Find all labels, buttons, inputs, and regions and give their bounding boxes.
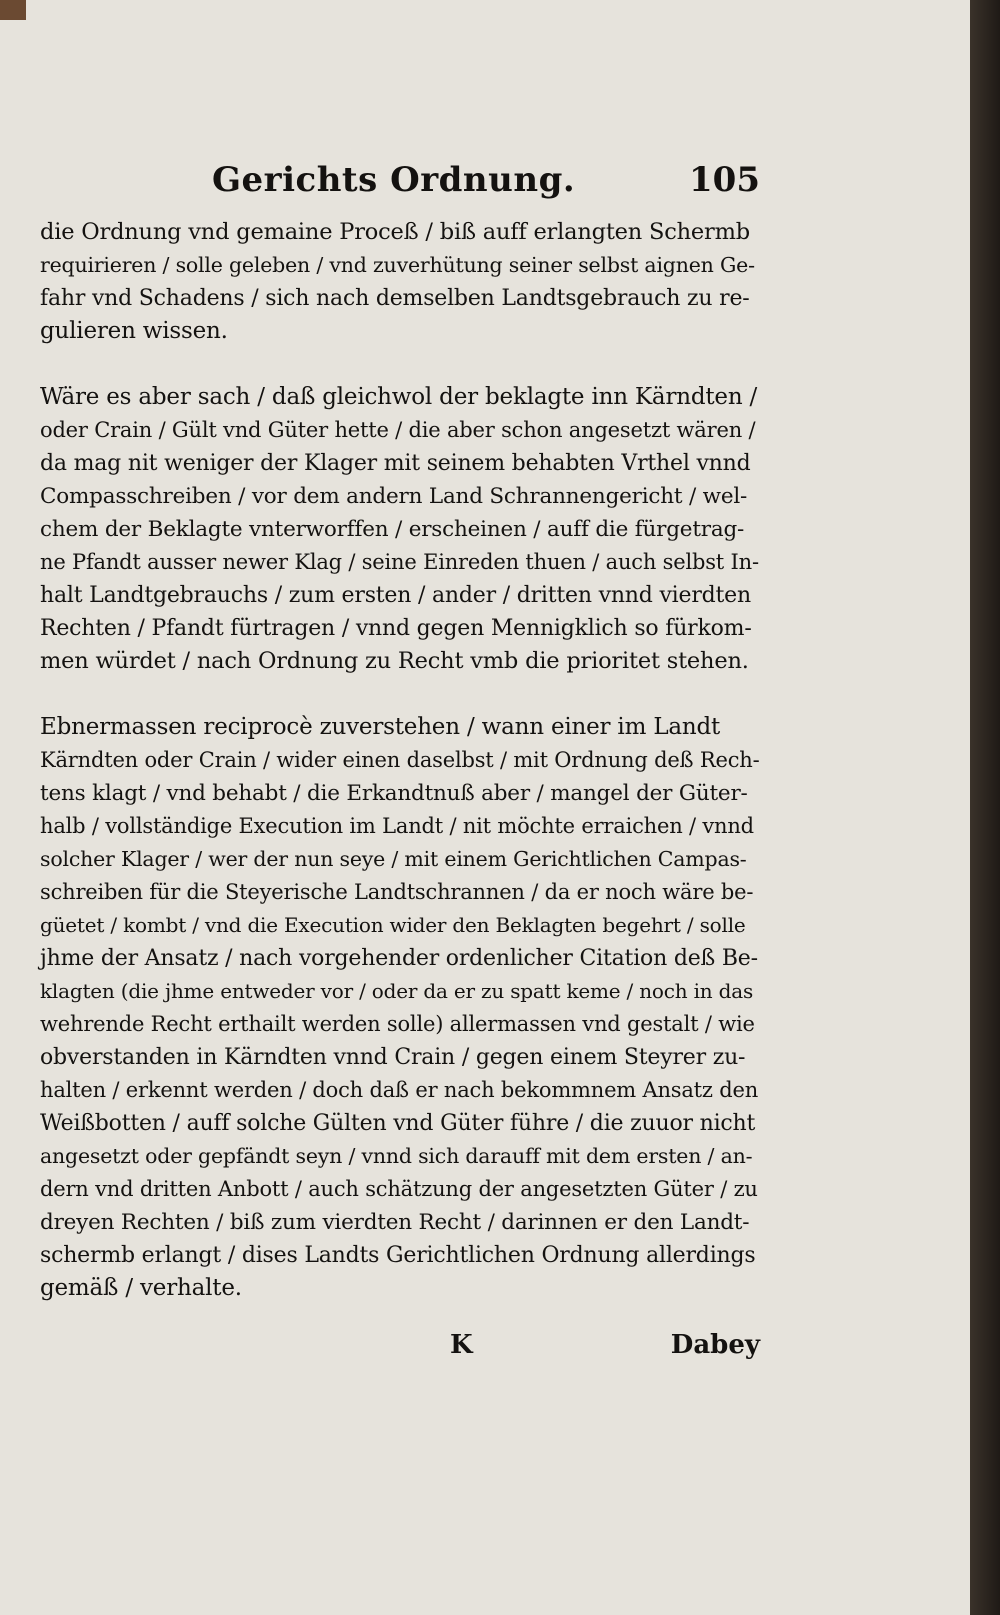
text-line: halten / erkennt werden / doch daß er nach bekommnem Ansatz den bbox=[40, 1078, 759, 1102]
text-line: Weißbotten / auff solche Gülten vnd Güter führe / die zuuor nicht bbox=[40, 1111, 756, 1136]
paragraph-3 bbox=[40, 711, 760, 1305]
text-line: halt Landtgebrauchs / zum ersten / ander / dritten vnnd vierdten bbox=[40, 583, 751, 608]
text-line: schreiben für die Steyerische Landtschrannen / da er noch wäre be- bbox=[40, 880, 754, 904]
catchword: Dabey bbox=[670, 1330, 760, 1360]
text-line: schermb erlangt / dises Landts Gerichtlichen Ordnung allerdings bbox=[40, 1243, 756, 1268]
running-title: Gerichts Ordnung. bbox=[212, 160, 576, 200]
text-line: die Ordnung vnd gemaine Proceß / biß auff erlangten Schermb bbox=[40, 219, 750, 245]
text-line: obverstanden in Kärndten vnnd Crain / gegen einem Steyrer zu- bbox=[40, 1045, 746, 1070]
text-line: oder Crain / Gült vnd Güter hette / die aber schon angesetzt wären / bbox=[40, 418, 756, 442]
page-corner-mark bbox=[0, 0, 26, 20]
text-line: solcher Klager / wer der nun seye / mit einem Gerichtlichen Campas- bbox=[40, 847, 747, 871]
text-line: men würdet / nach Ordnung zu Recht vmb die prioritet stehen. bbox=[40, 648, 749, 674]
page-footer bbox=[40, 1330, 760, 1390]
text-line: tens klagt / vnd behabt / die Erkandtnuß aber / mangel der Güter- bbox=[40, 781, 748, 806]
text-line: güetet / kombt / vnd die Execution wider den Beklagten begehrt / solle bbox=[40, 913, 746, 937]
text-line: Kärndten oder Crain / wider einen daselbst / mit Ordnung deß Rech- bbox=[40, 748, 760, 772]
paragraph-2 bbox=[40, 381, 760, 678]
text-line: Rechten / Pfandt fürtragen / vnnd gegen Mennigklich so fürkom- bbox=[40, 616, 752, 641]
text-line: gemäß / verhalte. bbox=[40, 1275, 242, 1301]
signature-mark: K bbox=[450, 1330, 473, 1360]
text-line: Ebnermassen reciprocè zuverstehen / wann einer im Landt bbox=[40, 714, 721, 740]
text-line: da mag nit weniger der Klager mit seinem behabten Vrthel vnnd bbox=[40, 451, 751, 476]
text-line: Compasschreiben / vor dem andern Land Schrannengericht / wel- bbox=[40, 484, 748, 509]
text-line: halb / vollständige Execution im Landt / nit möchte erraichen / vnnd bbox=[40, 814, 754, 838]
text-line: requirieren / solle geleben / vnd zuverhütung seiner selbst aignen Ge- bbox=[40, 253, 755, 277]
text-line: chem der Beklagte vnterworffen / erscheinen / auff die fürgetrag- bbox=[40, 517, 745, 542]
text-line: dern vnd dritten Anbott / auch schätzung der angesetzten Güter / zu bbox=[40, 1177, 758, 1201]
text-block bbox=[40, 160, 760, 1390]
text-line: fahr vnd Schadens / sich nach demselben Landtsgebrauch zu re- bbox=[40, 286, 750, 311]
text-line: klagten (die jhme entweder vor / oder da er zu spatt keme / noch in das bbox=[40, 979, 754, 1003]
text-line: gulieren wissen. bbox=[40, 318, 228, 344]
page-number: 105 bbox=[689, 160, 760, 200]
text-line: wehrende Recht erthailt werden solle) allermassen vnd gestalt / wie bbox=[40, 1012, 755, 1036]
paragraph-1 bbox=[40, 216, 760, 348]
text-line: Wäre es aber sach / daß gleichwol der beklagte inn Kärndten / bbox=[40, 384, 758, 410]
background-edge bbox=[970, 0, 1000, 1615]
running-head bbox=[40, 160, 760, 210]
text-line: jhme der Ansatz / nach vorgehender ordenlicher Citation deß Be- bbox=[40, 946, 758, 971]
text-line: angesetzt oder gepfändt seyn / vnnd sich darauff mit dem ersten / an- bbox=[40, 1144, 753, 1168]
text-line: dreyen Rechten / biß zum vierdten Recht / darinnen er den Landt- bbox=[40, 1210, 750, 1235]
text-line: ne Pfandt ausser newer Klag / seine Einreden thuen / auch selbst In- bbox=[40, 550, 759, 574]
